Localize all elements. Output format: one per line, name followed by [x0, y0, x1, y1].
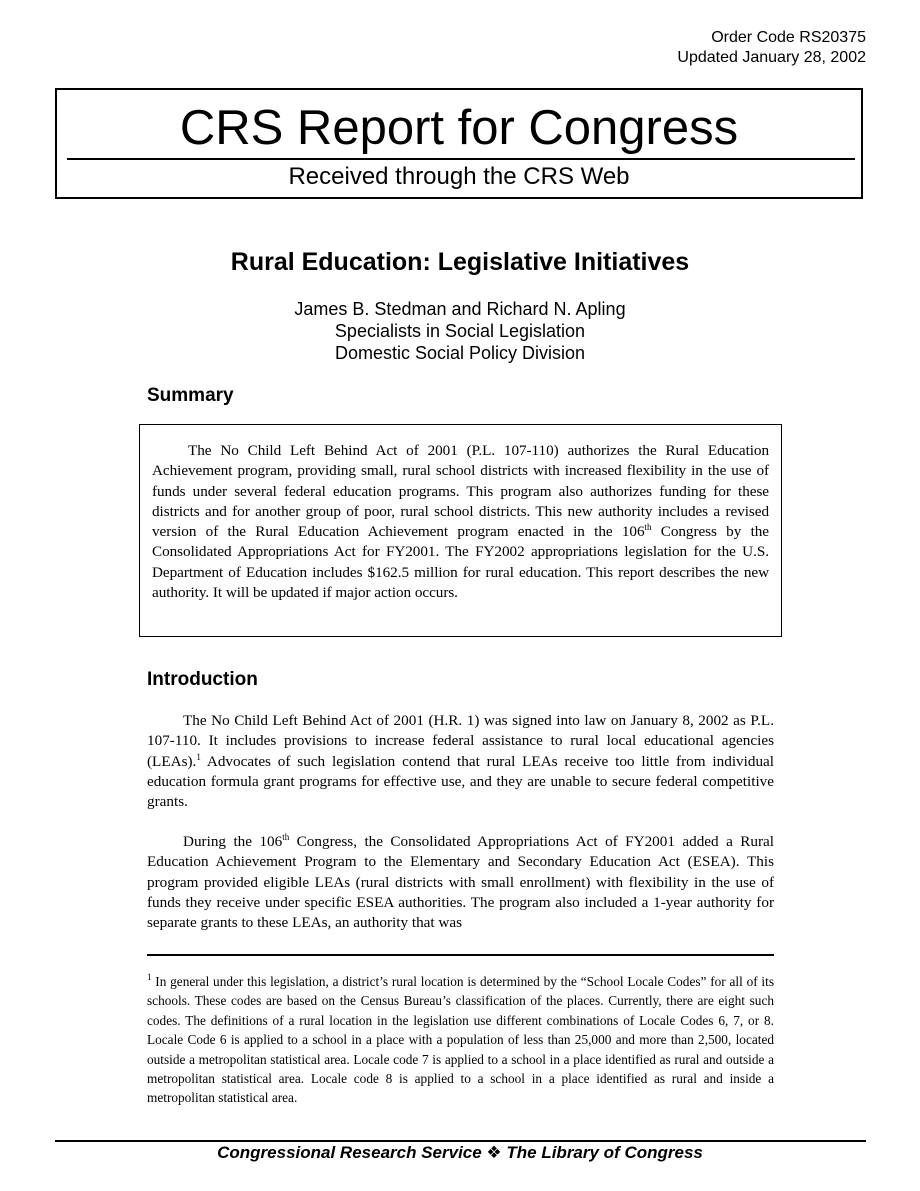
- footnote-reference[interactable]: 1: [196, 751, 201, 762]
- report-subtitle: Received through the CRS Web: [288, 163, 630, 190]
- intro-paragraph-2-part1: During the 106: [183, 833, 283, 850]
- report-header-box: [55, 88, 863, 199]
- author-role: Specialists in Social Legislation: [334, 321, 586, 341]
- order-code: Order Code RS20375: [711, 29, 866, 46]
- author-names: James B. Stedman and Richard N. Apling: [294, 299, 626, 319]
- summary-ordinal-suffix: th: [644, 522, 652, 533]
- updated-date: Updated January 28, 2002: [677, 49, 866, 66]
- document-title: Rural Education: Legislative Initiatives: [230, 248, 690, 276]
- summary-text-part2: Congress by the Consolidated Appropriations Act for FY2001. The FY2002 appropriations legislation for the U.S. Department of Education includes $162.5 million for rural education. This report describes the new authority. It will be updated if major action occurs.: [152, 523, 769, 602]
- summary-text: [152, 441, 769, 603]
- intro-paragraph-1-part1: The No Child Left Behind Act of 2001 (H.R. 1) was signed into law on January 8, 2002 as P.L. 107-110. It includes provisions to increase federal assistance to rural local educational agencies (LEAs).: [147, 712, 774, 770]
- summary-box: [139, 424, 782, 637]
- footnote-divider: [147, 954, 774, 956]
- footer-credit: Congressional Research Service ❖ The Library of Congress: [217, 1143, 703, 1162]
- summary-text-part1: The No Child Left Behind Act of 2001 (P.L. 107-110) authorizes the Rural Education Achievement program, providing small, rural school districts with increased flexibility in the use of funds under several federal education programs. This program also authorizes funding for these districts and for another group of poor, rural school districts. This new authority includes a revised version of the Rural Education Achievement program enacted in the 106: [152, 442, 769, 541]
- header-divider: [67, 158, 855, 160]
- footnote: [147, 972, 774, 1108]
- order-info: [677, 28, 866, 68]
- intro-paragraph-2-part2: Congress, the Consolidated Appropriations Act of FY2001 added a Rural Education Achievement Program to the Elementary and Secondary Education Act (ESEA). This program provided eligible LEAs (rural districts with small enrollment) with flexibility in the use of funds they receive under specific ESEA authorities. The program also included a 1-year authority for separate grants to these LEAs, an authority that was: [147, 833, 774, 932]
- intro-paragraph-2: [147, 832, 774, 933]
- author-division: Domestic Social Policy Division: [334, 343, 586, 363]
- author-block: [0, 298, 920, 364]
- intro-paragraph-1: [147, 711, 774, 812]
- intro-ordinal-suffix: th: [282, 832, 290, 842]
- introduction-heading: Introduction: [147, 669, 258, 690]
- intro-paragraph-1-part2: Advocates of such legislation contend that rural LEAs receive too little from individual education formula grant programs for effective use, and they are unable to secure federal competitive grants.: [147, 752, 774, 811]
- footnote-text: In general under this legislation, a district’s rural location is determined by the “School Locale Codes” for all of its schools. These codes are based on the Census Bureau’s classification of the places. Currently, there are eight such codes. The definitions of a rural location in the legislation use different combinations of Locale Codes 6, 7, or 8. Locale Code 6 is applied to a school in a place with a population of less than 25,000 and more than 2,500, located outside a metropolitan statistical area. Locale code 7 is applied to a school in a place identified as rural and outside a metropolitan statistical area. Locale code 8 is applied to a school in a place identified as rural and inside a metropolitan statistical area.: [147, 974, 774, 1106]
- footnote-number: 1: [147, 972, 152, 982]
- summary-heading: Summary: [147, 385, 234, 406]
- report-title: CRS Report for Congress: [179, 101, 739, 155]
